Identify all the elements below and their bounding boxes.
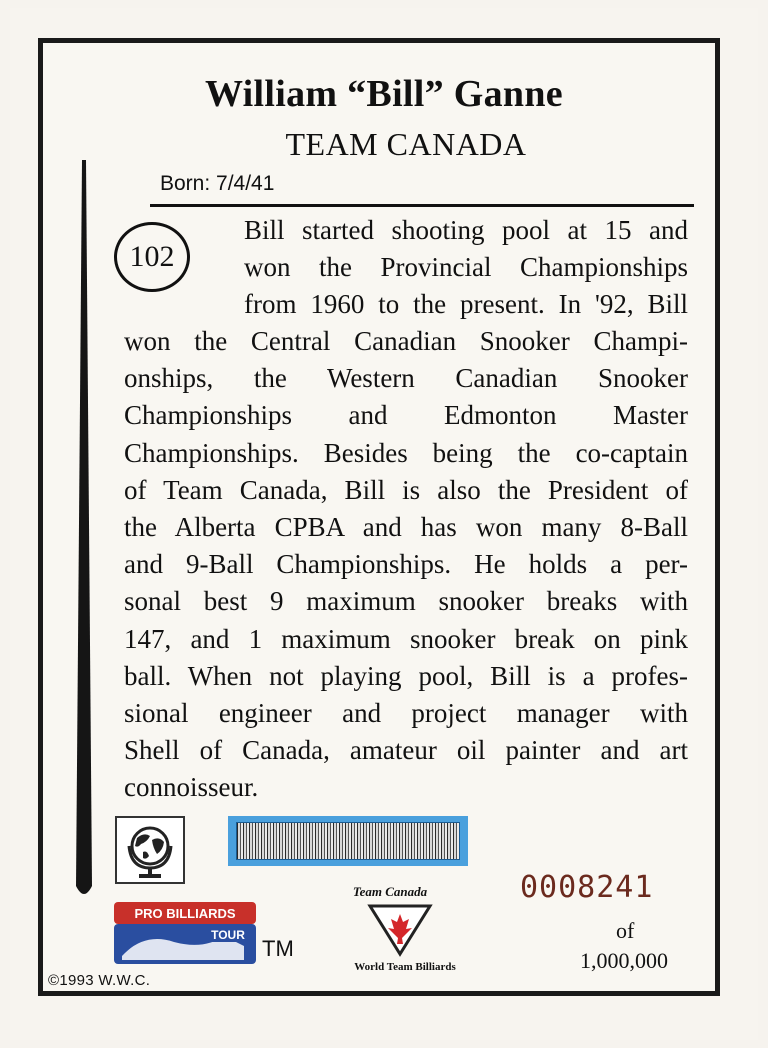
team-canada-script: Team Canada	[352, 884, 428, 899]
bio-line: the Alberta CPBA and has won many 8-Ball	[124, 512, 688, 543]
serial-total: 1,000,000	[580, 948, 668, 973]
team-name: TEAM CANADA	[285, 126, 527, 162]
bio-line: onships, the Western Canadian Snooker	[124, 363, 688, 394]
bio-line: sional engineer and project manager with	[124, 698, 688, 729]
globe-icon	[117, 818, 183, 882]
bio-line: Championships. Besides being the co-captain	[124, 437, 688, 468]
bio-line: connoisseur.	[124, 772, 259, 803]
bio-line: and 9-Ball Championships. He holds a per-	[124, 549, 688, 580]
bio-line: Championships and Edmonton Master	[124, 400, 688, 431]
hologram-strip	[236, 822, 460, 860]
serial-of-label: of	[616, 918, 635, 943]
bio-line: from 1960 to the present. In '92, Bill	[244, 289, 688, 320]
bio-text-top	[244, 212, 688, 324]
bio-line: 147, and 1 maximum snooker break on pink	[124, 623, 688, 654]
pbt-logo-line2: TOUR	[211, 928, 245, 942]
serial-number: 0008241	[520, 870, 654, 905]
card-number-badge: 102	[114, 222, 190, 292]
bio-line: sonal best 9 maximum snooker breaks with	[124, 586, 688, 617]
trademark-mark: TM	[262, 936, 294, 961]
pro-billiards-tour-logo	[114, 902, 256, 964]
bio-line: of Team Canada, Bill is also the President of	[124, 474, 688, 505]
pbt-logo-line1: PRO BILLIARDS	[134, 906, 236, 921]
bio-line: Bill started shooting pool at 15 and	[244, 215, 688, 245]
globe-logo-box	[115, 816, 185, 884]
bio-line: Shell of Canada, amateur oil painter and art	[124, 735, 688, 766]
pool-cue-graphic	[72, 160, 96, 898]
born-date: Born: 7/4/41	[160, 172, 275, 195]
copyright-notice: ©1993 W.W.C.	[48, 972, 151, 989]
divider-rule	[150, 204, 694, 207]
bio-text-body	[124, 323, 688, 807]
player-name: William “Bill” Ganne	[205, 73, 563, 115]
bio-line: won the Provincial Championships	[244, 252, 688, 283]
bio-line: won the Central Canadian Snooker Champi-	[124, 326, 688, 356]
world-team-billiards-label: World Team Billiards	[354, 961, 456, 973]
bio-line: ball. When not playing pool, Bill is a profes-	[124, 660, 688, 691]
hologram-sticker	[228, 816, 468, 866]
